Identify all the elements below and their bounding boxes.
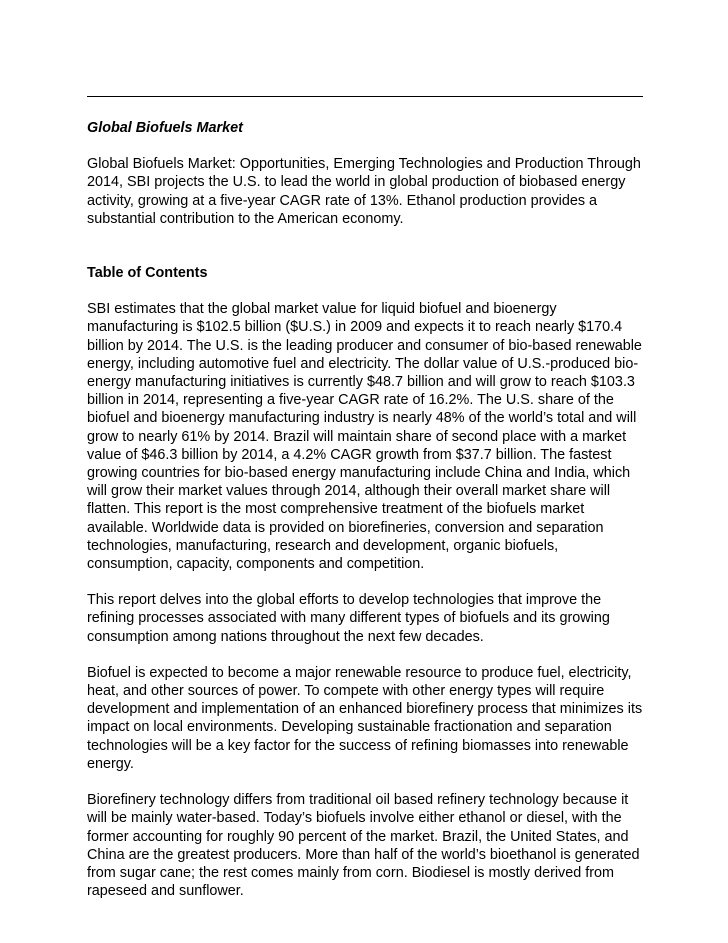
spacer xyxy=(87,646,647,664)
intro-paragraph: Global Biofuels Market: Opportunities, Emerging Technologies and Production Through 2014, SBI projects the U.S. to lead the world in global production of biobased energy activity, growing at a five-year CAGR rate of 13%. Ethanol production provides a substantial contribution to the American economy. xyxy=(87,156,641,227)
spacer xyxy=(87,228,647,264)
spacer xyxy=(87,137,647,155)
spacer xyxy=(87,282,647,300)
spacer xyxy=(87,573,647,591)
document-title: Global Biofuels Market xyxy=(87,120,243,136)
toc-heading: Table of Contents xyxy=(87,265,208,282)
body-paragraph: SBI estimates that the global market value for liquid biofuel and bioenergy manufacturing is $102.5 billion ($U.S.) in 2009 and expects it to reach nearly $170.4 billion by 2014. The U.S. is the leading producer and consumer of bio-based renewable energy, including automotive fuel and electricity. The dollar value of U.S.-produced bio-energy manufacturing initiatives is currently $48.7 billion and will grow to reach $103.3 billion in 2014, representing a five-year CAGR rate of 16.2%. The U.S. share of the biofuel and bioenergy manufacturing industry is nearly 48% of the world’s total and will grow to nearly 61% by 2014. Brazil will maintain share of second place with a market value of $46.3 billion by 2014, a 4.2% CAGR growth from $37.7 billion. The fastest growing countries for bio-based energy manufacturing include China and India, which will grow their market values through 2014, although their overall market share will flatten. This report is the most comprehensive treatment of the biofuels market available. Worldwide data is provided on biorefineries, conversion and separation technologies, manufacturing, research and development, organic biofuels, consumption, capacity, components and competition. xyxy=(87,301,642,573)
spacer xyxy=(87,773,647,791)
body-paragraph: Biorefinery technology differs from traditional oil based refinery technology because it will be mainly water-based. Today’s biofuels involve either ethanol or diesel, with the former accounting for roughly 90 percent of the market. Brazil, the United States, and China are the greatest producers. More than half of the world’s bioethanol is generated from sugar cane; the rest comes mainly from corn. Biodiesel is mostly derived from rapeseed and sunflower. xyxy=(87,792,640,900)
document-body xyxy=(87,119,647,900)
body-paragraph: Biofuel is expected to become a major renewable resource to produce fuel, electricity, heat, and other sources of power. To compete with other energy types will require development and implementation of an enhanced biorefinery process that minimizes its impact on local environments. Developing sustainable fractionation and separation technologies will be a key factor for the success of refining biomasses into renewable energy. xyxy=(87,664,643,772)
body-paragraph: This report delves into the global efforts to develop technologies that improve the refining processes associated with many different types of biofuels and its growing consumption among nations throughout the next few decades. xyxy=(87,592,610,645)
header-rule xyxy=(87,96,643,97)
